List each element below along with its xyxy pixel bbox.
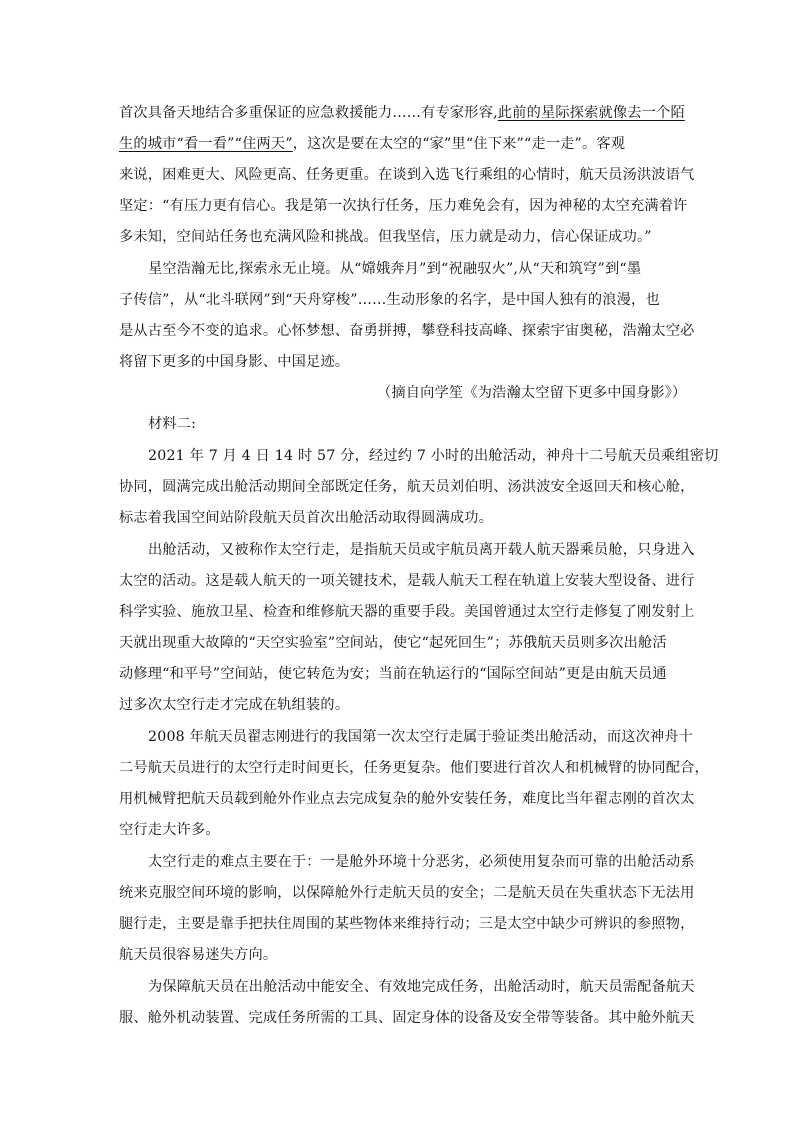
text-line: 航天员很容易迷失方向。 (119, 947, 278, 963)
text-line: 协同，圆满完成出舱活动期间全部既定任务，航天员刘伯明、汤洪波安全返回天和核心舱， (119, 479, 695, 495)
text-line: 2008 年航天员翟志刚进行的我国第一次太空行走属于验证类出舱活动，而这次神舟十 (148, 729, 694, 745)
text-line: 空行走大许多。 (119, 822, 220, 838)
text-line: 将留下更多的中国身影、中国足迹。 (119, 354, 350, 370)
section-label: 材料二: (148, 416, 197, 432)
text-line: 统来克服空间环境的影响，以保障舱外行走航天员的安全；二是航天员在失重状态下无法用 (119, 885, 695, 901)
source-citation: （摘自向学笙《为浩瀚太空留下更多中国身影》） (377, 385, 687, 401)
text-line: 为保障航天员在出舱活动中能安全、有效地完成任务，出舱活动时，航天员需配备航天 (148, 979, 695, 995)
text-line: 太空的活动。这是载人航天的一项关键技术，是载人航天工程在轨道上安装大型设备、进行 (119, 573, 695, 589)
text-line: 标志着我国空间站阶段航天员首次出舱活动取得圆满成功。 (119, 510, 494, 526)
text-line: 星空浩瀚无比,探索永无止境。从“嫦娥奔月”到“祝融驭火”,从“天和筑穹”到“墨 (148, 261, 642, 277)
underlined-text: 生的城市“看一看”“住两天” (119, 136, 293, 152)
text-line: 服、舱外机动装置、完成任务所需的工具、固定身体的设备及安全带等装备。其中舱外航天 (119, 1010, 695, 1026)
text-line: 过多次太空行走才完成在轨组装的。 (119, 697, 350, 713)
text-line: 2021 年 7 月 4 日 14 时 57 分，经过约 7 小时的出舱活动，神舟十二号航天员乘组密切 (148, 448, 719, 464)
text-segment: 首次具备天地结合多重保证的应急救援能力……有专家形容, (119, 105, 498, 121)
text-line: 坚定：“有压力更有信心。我是第一次执行任务，压力难免会有，因为神秘的太空充满着许 (119, 198, 688, 214)
text-line: 天就出现重大故障的“天空实验室”空间站，使它“起死回生”；苏俄航天员则多次出舱活 (119, 635, 667, 651)
text-line: 是从古至今不变的追求。心怀梦想、奋勇拼搏，攀登科技高峰、探索宇宙奥秘，浩瀚太空必 (119, 323, 695, 339)
text-line: 动修理“和平号”空间站，使它转危为安；当前在轨运行的“国际空间站”更是由航天员通 (119, 666, 667, 682)
text-line: 出舱活动，又被称作太空行走，是指航天员或宇航员离开载人航天器乘员舱，只身进入 (148, 542, 695, 558)
text-line: 腿行走，主要是靠手把扶住周围的某些物体来维持行动；三是太空中缺少可辨识的参照物， (119, 916, 695, 932)
text-segment: ，这次是要在太空的“家”里“住下来”“走一走”。客观 (292, 136, 626, 152)
text-line: 来说，困难更大、风险更高、任务更重。在谈到入选飞行乘组的心情时，航天员汤洪波语气 (119, 167, 695, 183)
underlined-text: 此前的星际探索就像去一个陌 (497, 105, 685, 121)
text-line: 子传信”，从“北斗联网”到“天舟穿梭”……生动形象的名字，是中国人独有的浪漫，也 (119, 292, 660, 308)
text-line: 科学实验、施放卫星、检查和维修航天器的重要手段。美国曾通过太空行走修复了刚发射上 (119, 604, 695, 620)
text-line (119, 103, 685, 123)
text-line: 多未知，空间站任务也充满风险和挑战。但我坚信，压力就是动力，信心保证成功。” (119, 229, 652, 245)
text-line: 二号航天员进行的太空行走时间更长，任务更复杂。他们要进行首次人和机械臂的协同配合， (119, 760, 709, 776)
text-line: 用机械臂把航天员载到舱外作业点去完成复杂的舱外安装任务，难度比当年翟志刚的首次太 (119, 791, 695, 807)
text-line: 太空行走的难点主要在于：一是舱外环境十分恶劣，必须使用复杂而可靠的出舱活动系 (148, 854, 695, 870)
text-line (119, 134, 625, 154)
